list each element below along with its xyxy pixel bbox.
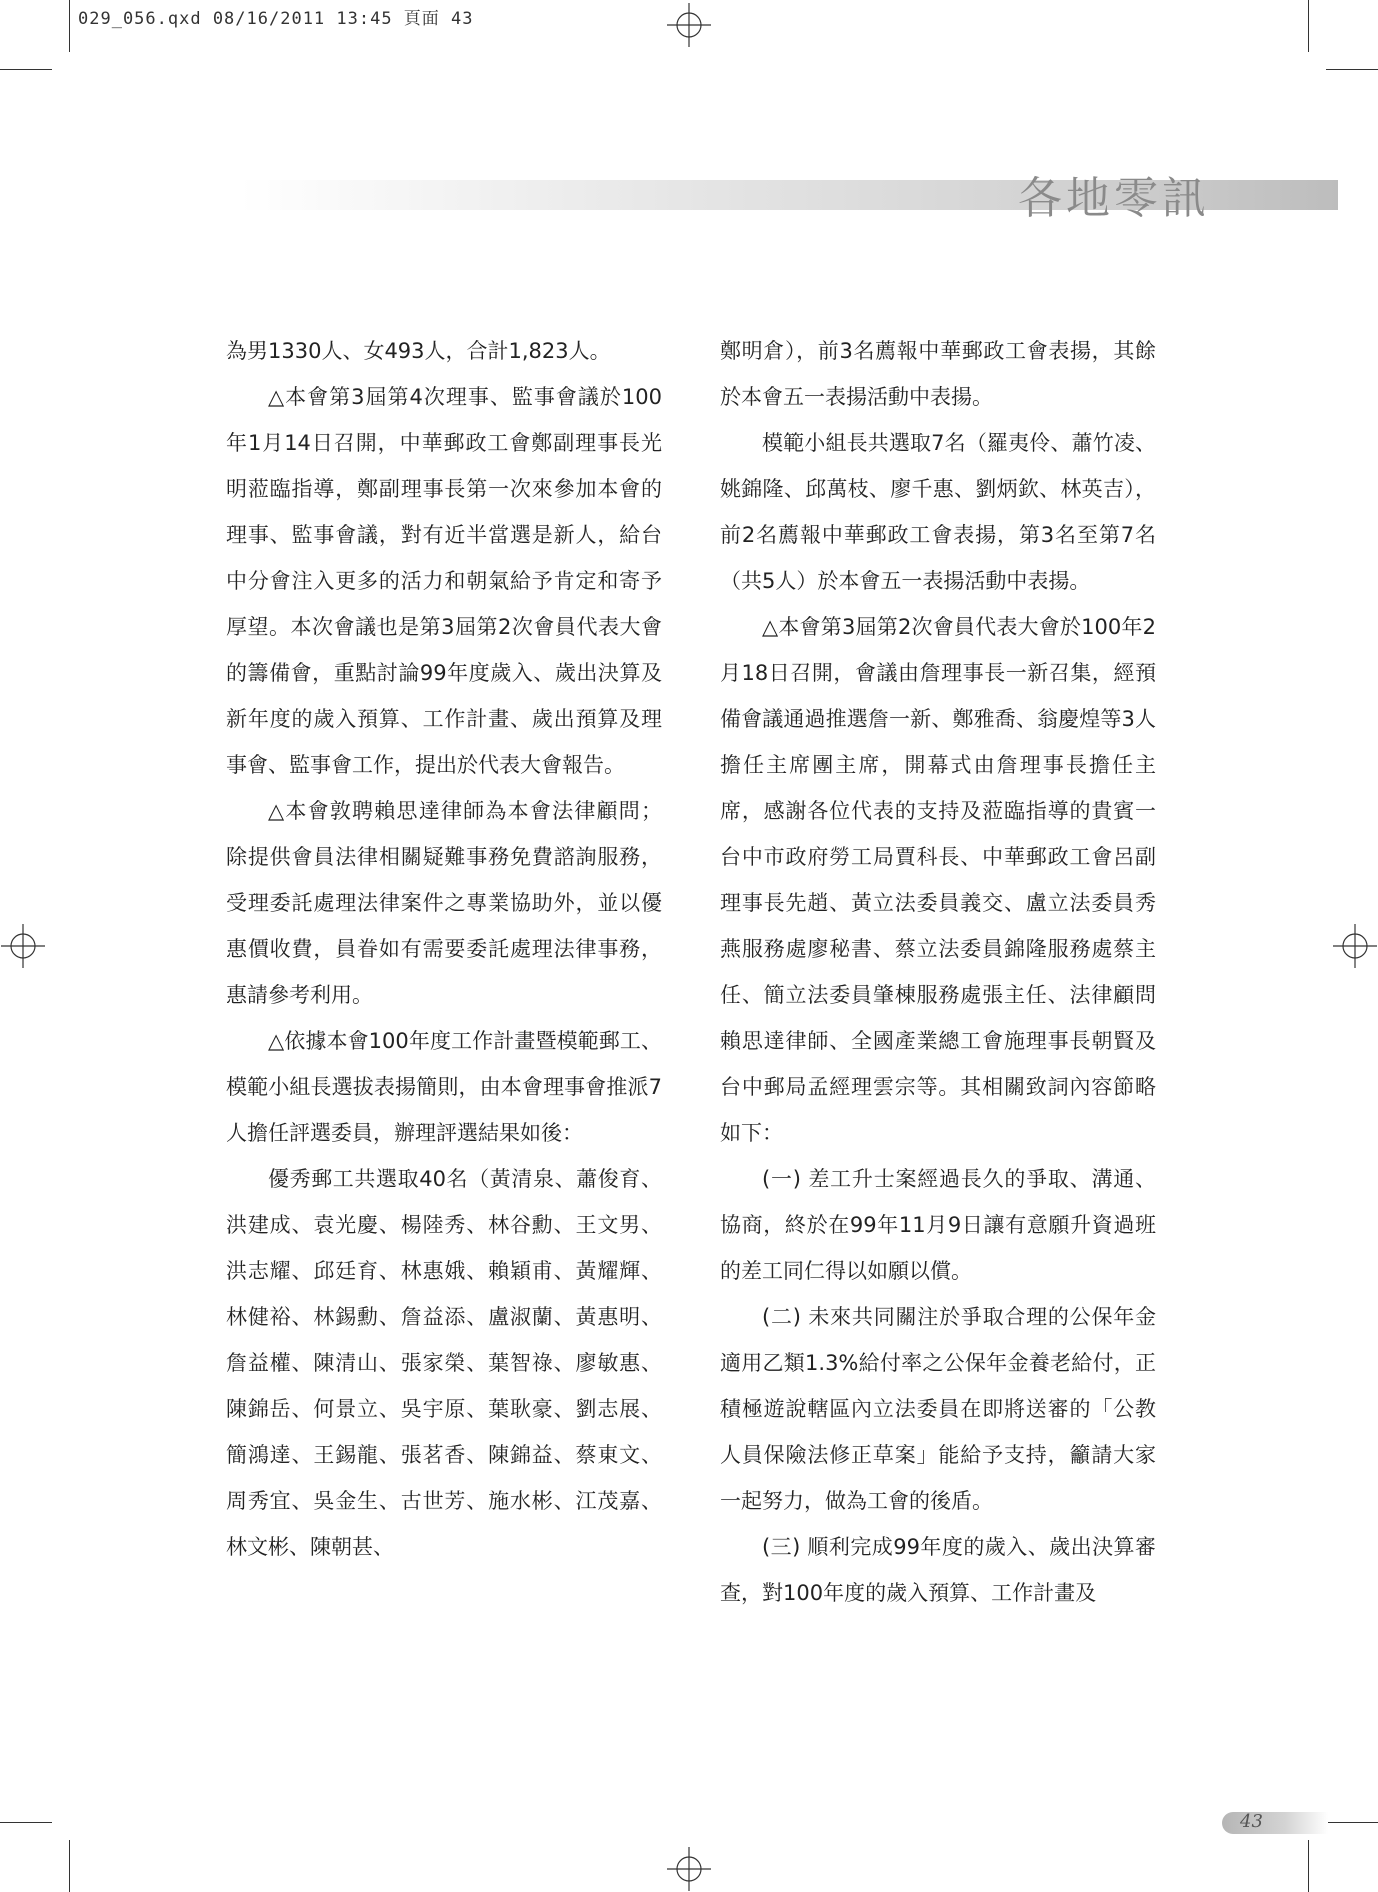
crop-mark-top-left-h	[0, 69, 52, 70]
crop-mark-bottom-right-v	[1308, 1840, 1309, 1892]
print-slug: 029_056.qxd 08/16/2011 13:45 頁面 43	[78, 9, 474, 29]
page-number-bar	[1222, 1812, 1328, 1834]
paragraph: △依據本會100年度工作計畫暨模範郵工、模範小組長選拔表揚簡則，由本會理事會推派7人擔任評選委員，辦理評選結果如後：	[226, 1029, 662, 1145]
crop-mark-top-right-h	[1326, 69, 1378, 70]
crop-mark-top-right-v	[1308, 0, 1309, 52]
left-column	[226, 328, 662, 1570]
paragraph: △本會第3屆第4次理事、監事會議於100年1月14日召開，中華郵政工會鄭副理事長光明蒞臨指導，鄭副理事長第一次來參加本會的理事、監事會議，對有近半當選是新人，給台中分會注入更多的活力和朝氣給予肯定和寄予厚望。本次會議也是第3屆第2次會員代表大會的籌備會，重點討論99年度歲入、歲出決算及新年度的歲入預算、工作計畫、歲出預算及理事會、監事會工作，提出於代表大會報告。	[226, 385, 662, 777]
paragraph: 為男1330人、女493人，合計1,823人。	[226, 339, 611, 363]
paragraph: △本會第3屆第2次會員代表大會於100年2月18日召開，會議由詹理事長一新召集，經預備會議通過推選詹一新、鄭雅喬、翁慶煌等3人擔任主席團主席，開幕式由詹理事長擔任主席，感謝各位代表的支持及蒞臨指導的貴賓一台中市政府勞工局賈科長、中華郵政工會呂副理事長先趙、黃立法委員義交、盧立法委員秀燕服務處廖秘書、蔡立法委員錦隆服務處蔡主任、簡立法委員肇棟服務處張主任、法律顧問賴思達律師、全國產業總工會施理事長朝賢及台中郵局孟經理雲宗等。其相關致詞內容節略如下：	[720, 615, 1156, 1145]
paragraph: (一) 差工升士案經過長久的爭取、溝通、協商，終於在99年11月9日讓有意願升資過班的差工同仁得以如願以償。	[720, 1167, 1156, 1283]
paragraph: 鄭明倉），前3名薦報中華郵政工會表揚，其餘於本會五一表揚活動中表揚。	[720, 339, 1156, 409]
registration-mark-left	[1, 924, 45, 968]
right-column	[720, 328, 1156, 1616]
crop-mark-bottom-left-h	[0, 1822, 52, 1823]
page-number: 43	[1240, 1811, 1263, 1832]
crop-mark-top-left-v	[69, 0, 70, 52]
paragraph: (二) 未來共同關注於爭取合理的公保年金適用乙類1.3%給付率之公保年金養老給付，正積極遊說轄區內立法委員在即將送審的「公教人員保險法修正草案」能給予支持，籲請大家一起努力，做為工會的後盾。	[720, 1305, 1156, 1513]
paragraph: 模範小組長共選取7名（羅夷伶、蕭竹凌、姚錦隆、邱萬枝、廖千惠、劉炳欽、林英吉），前2名薦報中華郵政工會表揚，第3名至第7名（共5人）於本會五一表揚活動中表揚。	[720, 431, 1156, 593]
registration-mark-top	[667, 3, 711, 47]
crop-mark-bottom-right-h	[1326, 1822, 1378, 1823]
registration-mark-right	[1333, 924, 1377, 968]
section-title: 各地零訊	[1018, 173, 1210, 224]
paragraph: 優秀郵工共選取40名（黃清泉、蕭俊育、洪建成、袁光慶、楊陸秀、林谷勳、王文男、洪志耀、邱廷育、林惠娥、賴穎甫、黃耀輝、林健裕、林錫勳、詹益添、盧淑蘭、黃惠明、詹益權、陳清山、張家榮、葉智祿、廖敏惠、陳錦岳、何景立、吳宇原、葉耿豪、劉志展、簡鴻達、王錫龍、張茗香、陳錦益、蔡東文、周秀宜、吳金生、古世芳、施水彬、江茂嘉、林文彬、陳朝甚、	[226, 1167, 662, 1559]
crop-mark-bottom-left-v	[69, 1840, 70, 1892]
paragraph: (三) 順利完成99年度的歲入、歲出決算審查，對100年度的歲入預算、工作計畫及	[720, 1535, 1156, 1605]
paragraph: △本會敦聘賴思達律師為本會法律顧問；除提供會員法律相關疑難事務免費諮詢服務，受理委託處理法律案件之專業協助外，並以優惠價收費，員眷如有需要委託處理法律事務，惠請參考利用。	[226, 799, 662, 1007]
registration-mark-bottom	[667, 1847, 711, 1891]
